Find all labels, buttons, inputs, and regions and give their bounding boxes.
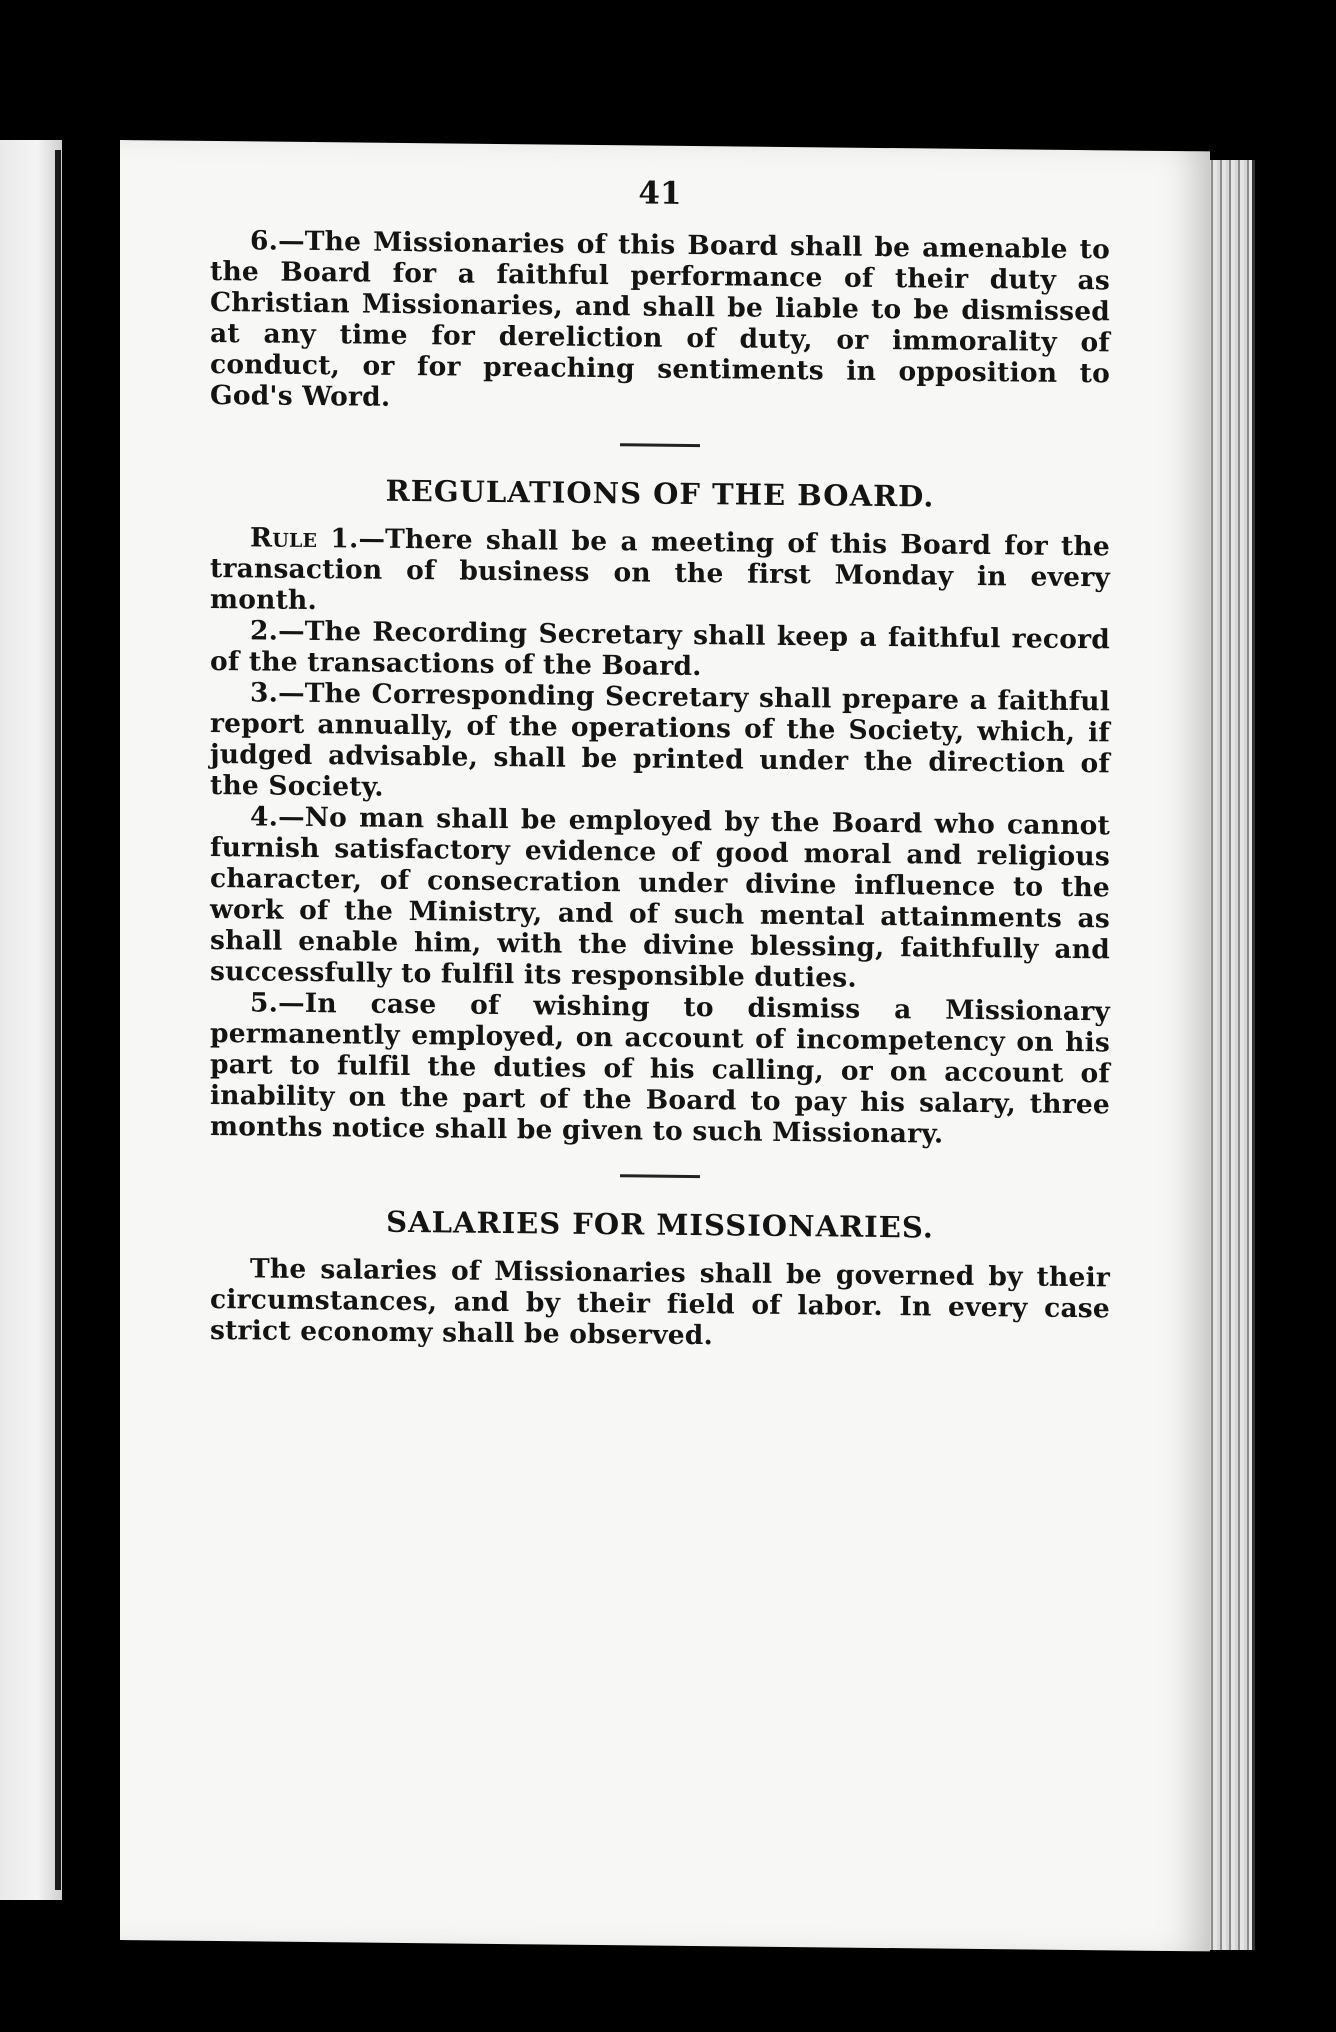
rule-1-text: —There shall be a meeting of this Board for the transaction of business on the first Monday in every month. xyxy=(210,523,1110,617)
page-number: 41 xyxy=(638,175,682,212)
rule-5: 5.—In case of wishing to dismiss a Missionary permanently employed, on account of incompetency on his part to fulfil the duties of his calling, or on account of inability on the part of the Board to pay his salary, three months notice shall be given to such Missionary. xyxy=(210,987,1110,1150)
rule-3: 3.—The Corresponding Secretary shall prepare a faithful report annually, of the operations of the Society, which, if judged advisable, shall be printed under the direction of the Society. xyxy=(210,677,1110,803)
rule-4: 4.—No man shall be employed by the Board who cannot furnish satisfactory evidence of good moral and religious character, of consecration under divine influence to the work of the Ministry, and of such mental attainments as shall enable him, with the divine blessing, faithfully and successfully to fulfil its responsible duties. xyxy=(210,801,1110,994)
rule-1-label: Rule 1. xyxy=(250,522,359,555)
book-gutter xyxy=(55,150,61,1890)
article-6: 6.—The Missionaries of this Board shall be amenable to the Board for a faithful performance of their duty as Christian Missionaries, and shall be liable to be dismissed at any time for dereliction of duty, or immorality of conduct, or for preaching sentiments in opposition to God's Word. xyxy=(210,225,1110,413)
book-page xyxy=(120,140,1210,1951)
left-page-margin xyxy=(0,140,62,1900)
rule-2: 2.—The Recording Secretary shall keep a faithful record of the transactions of the Board. xyxy=(210,615,1110,683)
salaries-heading: SALARIES FOR MISSIONARIES. xyxy=(386,1204,934,1245)
section-divider xyxy=(620,443,700,447)
rule-1 xyxy=(210,522,1110,624)
page-content xyxy=(210,171,1110,1355)
section-divider xyxy=(620,1174,700,1178)
regulations-heading: REGULATIONS OF THE BOARD. xyxy=(385,473,935,514)
salaries-text: The salaries of Missionaries shall be governed by their circumstances, and by their field of labor. In every case strict economy shall be observed. xyxy=(210,1253,1110,1352)
